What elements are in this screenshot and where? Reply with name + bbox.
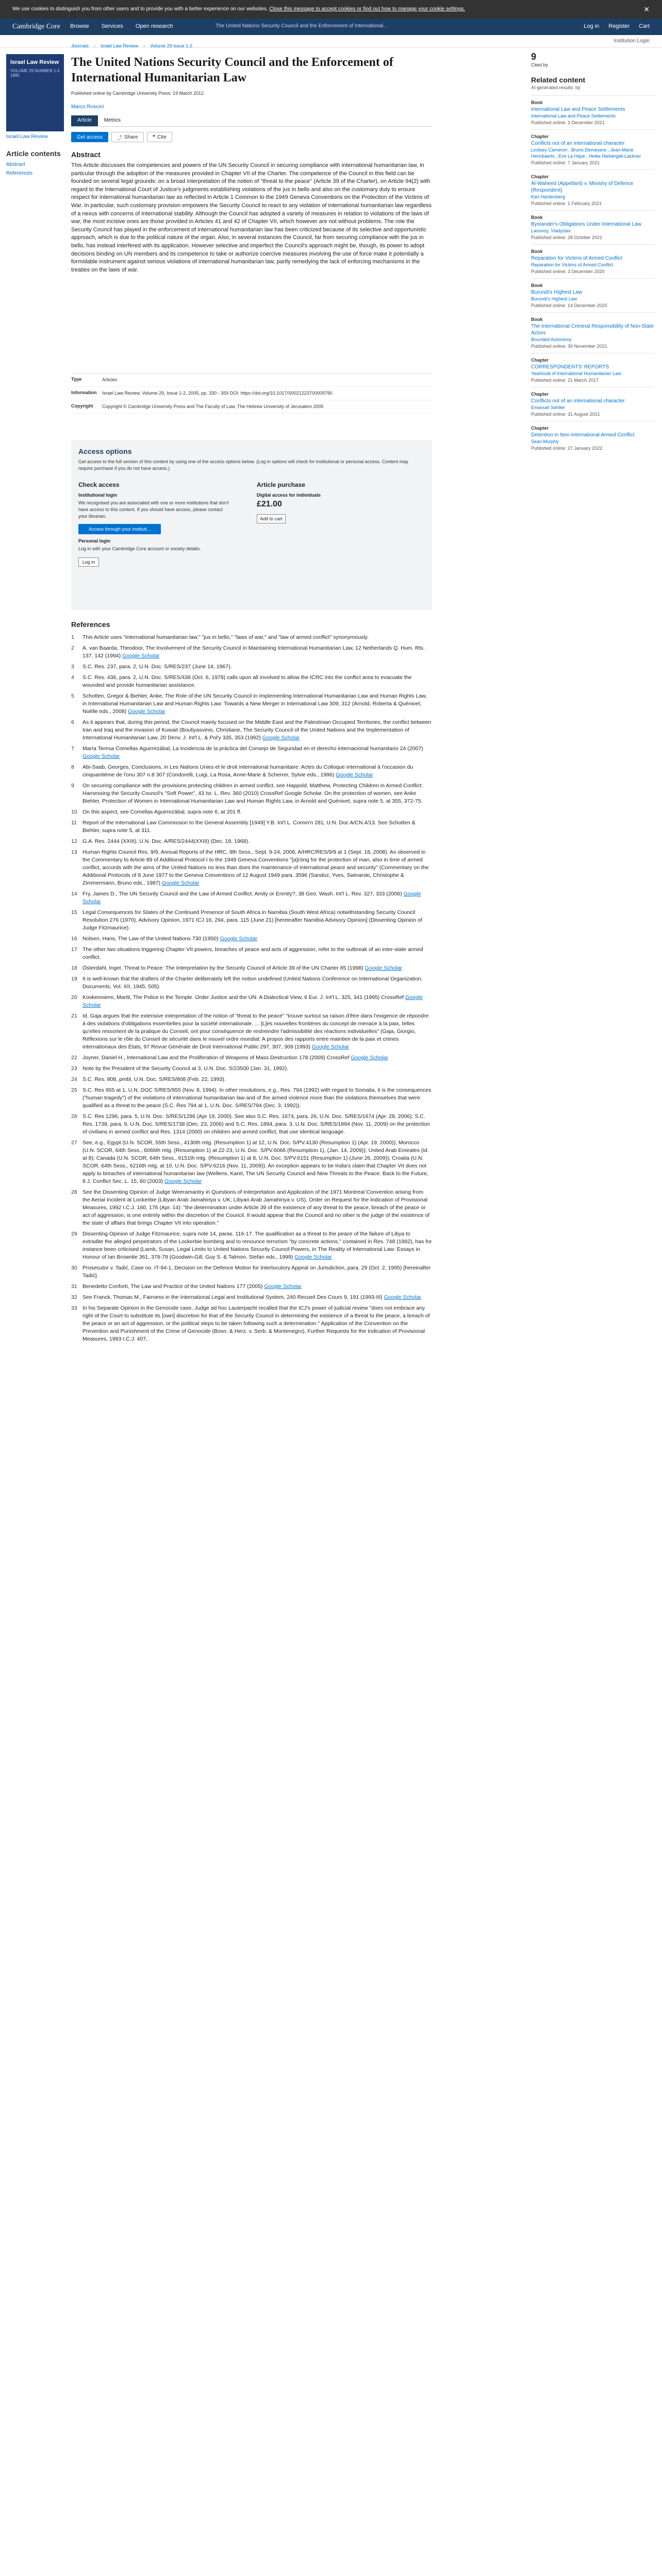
cookie-text bbox=[12, 6, 465, 12]
reference-item bbox=[71, 935, 432, 943]
reference-body: G.A. Res. 2444 (XXIII), U.N. Doc. A/RES/2444(XXIII) (Dec. 19, 1968). bbox=[82, 838, 250, 844]
reference-body: Österdahl, Inger, Threat to Peace: The Interpretation by the Security Council of Article 39 of the UN Charter 85 (1998) bbox=[82, 965, 363, 971]
related-type: Book bbox=[531, 249, 543, 254]
breadcrumb-separator: › bbox=[94, 43, 96, 48]
related-date: Published online: 1 February 2021 bbox=[531, 201, 602, 206]
reference-text bbox=[82, 964, 432, 972]
reference-body: In his Separate Opinion in the Genocide case, Judge ad hoc Lauterpacht recalled that the ICJ's power of judicial review "does not embrace any right of the Court to substitute its [own] discretion for that of the Security Council in determining the existence of a threat to the peace, a breach of the peace or an act of aggression, or the political steps to be taken following such a determination." Application of the Convention on the Prevention and Punishment of the Crime of Genocide (Bosn. & Herz. v. Serb. & Montenegro), Further Requests for the Indication of Provisional Measures, 1993 I.C.J. 407, bbox=[82, 1305, 430, 1342]
reference-number: 10 bbox=[71, 809, 77, 815]
related-date: Published online: 14 December 2020 bbox=[531, 303, 607, 308]
reference-text bbox=[82, 994, 432, 1009]
reference-body: Prosecutor v. Tadić, Case no. IT-94-1, Decision on the Defence Motion for Interlocutory Appeal on Jurisdiction, para. 29 (Oct. 2, 1995) [hereinafter Tadić]. bbox=[82, 1265, 431, 1279]
cover-subtitle: VOLUME 29 NUMBER 1-2 1995 bbox=[10, 69, 60, 78]
reference-number: 11 bbox=[71, 820, 77, 826]
reference-item bbox=[71, 719, 432, 742]
login-button[interactable]: Log in bbox=[78, 557, 99, 567]
reference-number: 28 bbox=[71, 1189, 77, 1195]
related-date: Published online: 30 November 2021 bbox=[531, 344, 607, 349]
google-scholar-link[interactable]: Google Scholar bbox=[164, 1178, 202, 1184]
google-scholar-link[interactable]: Google Scholar bbox=[264, 1283, 302, 1290]
check-access-heading: Check access bbox=[78, 481, 120, 488]
reference-item bbox=[71, 1065, 432, 1073]
related-type: Book bbox=[531, 100, 543, 105]
reference-number: 3 bbox=[71, 664, 74, 670]
reference-item bbox=[71, 634, 432, 641]
related-sub: AI-generated results: by bbox=[531, 85, 581, 90]
reference-body: S.C. Res 955 at 1, U.N. DOC S/RES/955 (Nov. 8, 1994). In other resolutions, e.g., Res. 794 (1992) with regard to Somalia, it is the consequences ("human tragedy") of the violations of international humanitarian law and of the armed violence more than the violations themselves that were qualified as a threat to the peace (S.C. Res 794 at 1, U.N. Doc. S/RES/794 (Dec. 3, 1992)). bbox=[82, 1087, 432, 1109]
related-list bbox=[531, 95, 655, 455]
brand-logo[interactable]: Cambridge Core bbox=[12, 23, 60, 30]
related-type: Book bbox=[531, 215, 543, 220]
google-scholar-link[interactable]: Google Scholar bbox=[311, 1044, 350, 1050]
reference-number: 5 bbox=[71, 693, 74, 699]
reference-text bbox=[82, 674, 432, 689]
references-list bbox=[71, 634, 432, 1343]
get-access-label: Get access bbox=[77, 134, 103, 140]
references-section bbox=[71, 620, 432, 1346]
login-link[interactable]: Log in bbox=[584, 23, 600, 29]
reference-text bbox=[82, 764, 432, 779]
google-scholar-link[interactable]: Google Scholar bbox=[220, 936, 257, 942]
related-date: Published online: 27 January 2022 bbox=[531, 446, 603, 451]
top-nav bbox=[0, 19, 662, 35]
related-date: Published online: 3 December 2021 bbox=[531, 120, 605, 125]
reference-text bbox=[82, 838, 432, 845]
citation-count: 9 bbox=[531, 52, 537, 62]
reference-number: 22 bbox=[71, 1055, 77, 1061]
reference-body: Koskenniemi, Martti, The Police in the Temple. Order Justice and the UN: A Dialectical View, 6 Eur. J. Int'l L. 325, 341 (1995) CrossRef bbox=[82, 994, 404, 1001]
breadcrumb-issue[interactable]: Volume 29 Issue 1-2 bbox=[150, 43, 193, 48]
access-heading: Access options bbox=[78, 447, 132, 455]
nav-links bbox=[70, 23, 173, 29]
journal-cover[interactable] bbox=[6, 54, 64, 131]
access-options bbox=[71, 440, 432, 610]
related-item bbox=[531, 170, 655, 210]
reference-body: S.C. Res. 237, para. 2, U.N. Doc. S/RES/237 (June 14, 1967). bbox=[82, 664, 232, 670]
related-meta[interactable]: Burundi's Highest Law bbox=[531, 296, 577, 301]
reference-body: S.C. Res. 808, pmbl, U.N. Doc. S/RES/808 (Feb. 22, 1993). bbox=[82, 1076, 226, 1082]
related-meta[interactable]: Yearbook of International Humanitarian Law bbox=[531, 371, 621, 376]
reference-body: Legal Consequences for States of the Continued Presence of South Africa in Namibia (South West Africa) notwithstanding Security Council Resolution 276 (1970), Advisory Opinion, 1971 ICJ 16, 294, para. 115 (June 21) [hereinafter Namibia Advisory Opinion] (Dissenting Opinion of Judge Fitzmaurice). bbox=[82, 909, 422, 931]
reference-number: 27 bbox=[71, 1140, 77, 1146]
author-link[interactable]: Marco Roscini bbox=[71, 104, 104, 110]
reference-text bbox=[82, 634, 432, 641]
cover-title: Israel Law Review bbox=[10, 59, 59, 65]
close-icon[interactable]: ✕ bbox=[643, 5, 650, 13]
purchase-label: Digital access for individuals bbox=[257, 493, 321, 498]
article-actions bbox=[71, 132, 172, 142]
tab-metrics[interactable]: Metrics bbox=[104, 117, 121, 123]
reference-text bbox=[82, 692, 432, 716]
reference-item bbox=[71, 1012, 432, 1051]
related-meta[interactable]: Bounded Autonomy bbox=[531, 337, 572, 342]
reference-text bbox=[82, 1087, 432, 1110]
related-meta[interactable]: Lindsey Cameron , Bruno Demeyere , Jean-Marie Henckaerts , Eve La Haye , Heike Niebergall-Lackner bbox=[531, 147, 641, 159]
reference-body: On securing compliance with the provisions protecting children in armed conflict, see Happold, Matthew, Protecting Children in Armed Conflict: Harnessing the Security Council's "Soft Power", 43 Isr. L. Rev. 360 (2010) CrossRef Google Scholar. On the protection of women, see Anke Biehler, Protection of Women in International Humanitarian Law and Human Rights Law, in Arnold and Quénivet, supra note 5, at 355, 372-75. bbox=[82, 783, 423, 804]
reference-text bbox=[82, 645, 432, 660]
related-date: Published online: 3 December 2020 bbox=[531, 269, 605, 274]
reference-body: Schotten, Gregor & Biehler, Anke, The Role of the UN Security Council in Implementing International Humanitarian Law and Human Rights Law, in International Humanitarian Law and Human Rights Law: Towards a New Merger in International Law 309, 312 (Arnold, Roberta & Quénivet, Noëlle eds., 2008) bbox=[82, 693, 427, 715]
reference-item bbox=[71, 819, 432, 835]
cite-label: Cite bbox=[157, 134, 167, 140]
reference-number: 18 bbox=[71, 965, 77, 971]
related-date: Published online: 28 October 2021 bbox=[531, 235, 603, 240]
related-meta[interactable]: International Law and Peace Settlements bbox=[531, 113, 616, 118]
institutional-login-text: We recognised you are associated with one or more institutions that don't have access to this content. If you should have access, please contact your librarian. bbox=[78, 500, 229, 519]
reference-item bbox=[71, 782, 432, 805]
reference-item bbox=[71, 1304, 432, 1343]
cookie-settings-link[interactable]: Close this message to accept cookies or find out how to manage your cookie settings. bbox=[269, 6, 466, 12]
reference-item bbox=[71, 808, 432, 816]
related-title[interactable]: Al-Waheed (Appellant) v. Ministry of Defence (Respondent) bbox=[531, 181, 634, 193]
cover-caption[interactable]: Israel Law Review bbox=[6, 134, 48, 140]
related-heading: Related content bbox=[531, 76, 586, 84]
reference-text bbox=[82, 782, 432, 805]
related-date: Published online: 21 March 2017 bbox=[531, 378, 599, 383]
google-scholar-link[interactable]: Google Scholar bbox=[128, 708, 166, 715]
google-scholar-link[interactable]: Google Scholar bbox=[262, 735, 300, 741]
article-info bbox=[71, 373, 432, 414]
reference-number: 20 bbox=[71, 994, 77, 1001]
cart-link[interactable]: Cart bbox=[639, 23, 650, 29]
article-contents bbox=[6, 149, 68, 179]
citation-label: Cited by bbox=[531, 62, 549, 67]
nav-services[interactable]: Services bbox=[101, 23, 123, 29]
reference-body: A. van Baarda, Theodoor, The Involvement of the Security Council in Maintaining International Humanitarian Law, 12 Netherlands Q. Hum. Rts. 137, 142 (1994) bbox=[82, 645, 425, 659]
related-type: Chapter bbox=[531, 358, 549, 363]
breadcrumb bbox=[71, 43, 192, 48]
reference-number: 17 bbox=[71, 946, 77, 953]
related-meta[interactable]: Reparation for Victims of Armed Conflict bbox=[531, 262, 614, 267]
share-icon: ⤴ bbox=[117, 135, 123, 141]
published-date: Published online by Cambridge University Press: 19 March 2012 bbox=[71, 91, 204, 96]
citation-metric[interactable] bbox=[531, 52, 655, 67]
price: £21.00 bbox=[257, 500, 282, 509]
reference-text bbox=[82, 1283, 432, 1291]
cookie-banner bbox=[0, 0, 662, 19]
nav-account bbox=[584, 23, 650, 29]
google-scholar-link[interactable]: Google Scholar bbox=[384, 1294, 421, 1300]
reference-text bbox=[82, 1076, 432, 1083]
related-title[interactable]: The International Criminal Responsibility of Non-State Actors bbox=[531, 324, 654, 336]
related-meta[interactable]: Karl Hardenberg bbox=[531, 194, 566, 199]
cookie-message: We use cookies to distinguish you from other users and to provide you with a better experience on our websites. bbox=[12, 6, 268, 12]
related-meta[interactable]: Lanovoy, Vladyslav bbox=[531, 228, 571, 233]
reference-body: Id. Gaja argues that the extensive interpretation of the notion of "threat to the peace" "trouve surtout sa raison d'être dans l'exigence de répondre à des violations d'obligations essentielles pour la société internationale. ... [L]es nouvelles frontières du concept de menace à la paix, telles qu'elles ressortent de la pratique du Conseil, ont pour conséquence de restreindre l'admissibilité des réactions individuelles" (Gaja, Giorgio, Réflexions sur le rôle du Conseil de sécurité dans le nouvel ordre mondial: A propos des rapports entre maintien de la paix et crimes internationaux des États, 97 Revue Générale de Droit International Public 297, 307, 309 (1993) bbox=[82, 1013, 429, 1050]
reference-body: Joyner, Daniel H., International Law and the Proliferation of Weapons of Mass Destruction 178 (2009) CrossRef bbox=[82, 1055, 350, 1061]
related-title[interactable]: CORRESPONDENTS' REPORTS bbox=[531, 364, 609, 370]
reference-text bbox=[82, 1230, 432, 1261]
related-title[interactable]: Conflicts not of an international character bbox=[531, 398, 625, 404]
related-item bbox=[531, 353, 655, 387]
reference-number: 23 bbox=[71, 1065, 77, 1072]
abstract-text: This Article discusses the competences and powers of the UN Security Council in securing compliance with international humanitarian law, in particular through the adoption of the measures provided in Chapter VII of the Charter. The competence of the Council in this field can be founded on several legal grounds: on a broad interpretation of the notion of "threat to the peace" (Article 39 of the Charter), on Article 94(2) with regard to the International Court of Justice's judgments establishing violations of the jus in bello and also on the customary duty to ensure respect for international humanitarian law as reflected in Article 1 Common to the 1949 Geneva Conventions on the Protection of the Victims of War. In particular, such customary provision empowers the Security Council to react to any violation of international humanitarian law regardless of a nexus with concerns of international stability. Although the Council has adopted a variety of measures in relation to violations of the laws of war, the most incisive ones are those provided in Articles 41 and 42 of Chapter VII, which however are not without problems. The role the Security Council has played in the enforcement of international humanitarian law has been criticized because of its selective and opportunistic approach, which is due to the political nature of the organ. Also, in several instances the Council, far from securing compliance with the jus in bello, has instead interfered with its application. However selective and imperfect the Council's approach might be, though, its power to adopt decisions binding on UN members and its competence to take or authorize coercive measures involving the use of force make it potentially a formidable instrument against serious violations of international humanitarian law, partly remedying the lack of enforcing mechanisms in the treaties on the laws of war. bbox=[71, 162, 432, 273]
reference-item bbox=[71, 745, 432, 760]
related-meta[interactable]: Emanuel Sehller bbox=[531, 405, 566, 410]
add-to-cart-button[interactable]: Add to cart bbox=[257, 514, 286, 523]
reference-item bbox=[71, 890, 432, 906]
reference-text bbox=[82, 946, 432, 961]
reference-item bbox=[71, 946, 432, 961]
references-heading: References bbox=[71, 620, 110, 629]
google-scholar-link[interactable]: Google Scholar bbox=[82, 994, 423, 1008]
reference-body: The other two situations triggering Chapter VII powers, breaches of peace and acts of aggression, refer to the outbreak of an inter-state armed conflict. bbox=[82, 946, 423, 960]
reference-text bbox=[82, 1294, 432, 1301]
info-key: Type bbox=[71, 377, 82, 382]
reference-item bbox=[71, 1113, 432, 1136]
info-row-information bbox=[71, 387, 432, 400]
reference-body: This Article uses "international humanitarian law," "jus in bello," "laws of war," and "law of armed conflict" synonymously. bbox=[82, 634, 369, 640]
reference-item bbox=[71, 849, 432, 887]
reference-body: Note by the President of the Security Council at 3, U.N. Doc. S/23500 (Jan. 31, 1992). bbox=[82, 1065, 289, 1072]
related-title[interactable]: Bystander's Obligations Under International Law bbox=[531, 222, 641, 227]
info-row-type bbox=[71, 374, 432, 387]
reference-number: 19 bbox=[71, 976, 77, 982]
reference-body: Human Rights Council Res. 9/9, Annual Reports of the HRC, 9th Sess., Sept. 9-24, 2008, A/HRC/RES/9/9 at 1 (Sept. 18, 2008). As observed in the Commentary to Article 89 of Additional Protocol I to the 1949 Geneva Conventions "[a]cting for the protection of man, also in time of armed conflict, accords with the aims of the United Nations no less than does the maintenance of international peace and security" (Commentary on the Additional Protocols of 8 June 1977 to the Geneva Conventions of 12 August 1949 para. 3596 (Sandoz, Yves, Swinarski, Christophe & Zimmermann, Bruno eds., 1987) bbox=[82, 849, 429, 886]
info-key: Copyright bbox=[71, 403, 93, 409]
reference-item bbox=[71, 1054, 432, 1062]
reference-number: 15 bbox=[71, 909, 77, 916]
reference-number: 33 bbox=[71, 1305, 77, 1311]
reference-item bbox=[71, 663, 432, 671]
reference-text bbox=[82, 808, 432, 816]
related-date: Published online: 7 January 2021 bbox=[531, 160, 600, 165]
reference-number: 25 bbox=[71, 1087, 77, 1093]
reference-body: Benedetto Conforti, The Law and Practice of the United Nations 177 (2005) bbox=[82, 1283, 263, 1290]
breadcrumb-journal[interactable]: Israel Law Review bbox=[101, 43, 139, 48]
related-title[interactable]: Conflicts not of an international character bbox=[531, 141, 625, 146]
reference-body: As it appears that, during this period, the Council mainly focused on the Middle East and the Palestinian Occupied Territories, the conflict between Iran and Iraq and the invasion of Kuwait (Boutiyasvinis, Christiane, The Security Council of the United Nations and the Implementation of International Humanitarian Law, 20 Denv. J. Int'l L. & Pol'y 335, 353 (1992) bbox=[82, 719, 432, 741]
info-value: Copyright © Cambridge University Press and The Faculty of Law, The Hebrew University of Jerusalem 2005 bbox=[102, 404, 324, 409]
reference-text bbox=[82, 1012, 432, 1051]
toc-item-abstract[interactable]: Abstract bbox=[6, 162, 25, 167]
reference-number: 6 bbox=[71, 719, 74, 725]
institution-access-button[interactable]: Access through your instituti... bbox=[78, 524, 161, 534]
personal-login-text: Log in with your Cambridge Core account or society details. bbox=[78, 546, 201, 551]
reference-body: See the Dissenting Opinion of Judge Weeramantry in Questions of Interpretation and Application of the 1971 Montreal Convention arising from the Aerial Incident at Lockerbie (Libyan Arab Jamahiriya v. UK; Libyan Arab Jamahiriya v. US), Order on Request for the Indication of Provisional Measures, 1992 I.C.J. 160, 176 (Apr. 14): "the determination under Article 39 of the existence of any threat to the peace, breach of the peace or act of aggression, is one entirely within the discretion of the Council. It would appear that the Council and no other is the judge of the existence of the state of affairs that brings Chapter VII into operation." bbox=[82, 1189, 429, 1226]
purchase-column bbox=[257, 481, 411, 523]
reference-text bbox=[82, 1304, 432, 1343]
reference-body: See Franck, Thomas M., Fairness in the International Legal and Institutional System, 240 Recueil Des Cours 9, 191 (1993-III) bbox=[82, 1294, 383, 1300]
article-tabs bbox=[71, 115, 432, 127]
google-scholar-link[interactable]: Google Scholar bbox=[122, 653, 160, 659]
reference-item bbox=[71, 1264, 432, 1280]
related-type: Book bbox=[531, 317, 543, 322]
reference-number: 13 bbox=[71, 849, 77, 855]
reference-text bbox=[82, 1113, 432, 1136]
nav-open-research[interactable]: Open research bbox=[135, 23, 173, 29]
reference-item bbox=[71, 909, 432, 932]
sidebar bbox=[531, 52, 655, 455]
reference-text bbox=[82, 1065, 432, 1073]
page-title: The United Nations Security Council and the Enforcement of International Humanitarian Law bbox=[71, 56, 393, 84]
reference-text bbox=[82, 890, 432, 906]
related-item bbox=[531, 244, 655, 278]
reference-item bbox=[71, 674, 432, 689]
related-item bbox=[531, 312, 655, 353]
google-scholar-link[interactable]: Google Scholar bbox=[336, 772, 373, 778]
nav-document-title: The United Nations Security Council and the Enforcement of International... bbox=[216, 23, 388, 29]
quote-icon: ❝ bbox=[152, 134, 156, 140]
reference-item bbox=[71, 994, 432, 1009]
related-type: Chapter bbox=[531, 134, 549, 139]
reference-body: Report of the International Law Commission to the General Assembly [1949] Y.B. Int'l L. Comm'n 281, U.N. Doc A/CN.4/13. See Schotten & Biehler, supra note 5, at 311. bbox=[82, 820, 416, 834]
google-scholar-link[interactable]: Google Scholar bbox=[365, 965, 403, 971]
reference-text bbox=[82, 663, 432, 671]
google-scholar-link[interactable]: Google Scholar bbox=[294, 1254, 332, 1260]
reference-number: 9 bbox=[71, 783, 74, 789]
breadcrumb-journals[interactable]: Journals bbox=[71, 43, 89, 48]
info-value[interactable]: Israel Law Review, Volume 29, Issue 1-2, 2005, pp. 330 - 359 DOI: https://doi.org/10.1017/S0021223700009790 bbox=[102, 391, 333, 396]
reference-text bbox=[82, 745, 432, 760]
related-type: Book bbox=[531, 283, 543, 288]
reference-text bbox=[82, 849, 432, 887]
related-type: Chapter bbox=[531, 426, 549, 431]
reference-number: 12 bbox=[71, 838, 77, 844]
reference-number: 32 bbox=[71, 1294, 77, 1300]
reference-text bbox=[82, 719, 432, 742]
reference-body: S.C. Res 1296, para. 5, U.N. Doc. S/RES/1296 (Apr 19, 2000). See also S.C. Res. 1674, para. 26, U.N. Doc. S/RES/1674 (Apr. 28, 2006); S.C. Res. 1738, para. 9, U.N. Doc. S/RES/1738 (Dec. 23, 2006) and S.C. Res. 1894, para. 3, U.N. Doc. S/RES/1894 (Nov. 11, 2009) on the protection of civilians in armed conflict and Res. 1314 (2000) on children and armed conflict, that use identical language. bbox=[82, 1113, 430, 1135]
reference-item bbox=[71, 1230, 432, 1261]
related-item bbox=[531, 95, 655, 129]
reference-item bbox=[71, 975, 432, 991]
abstract-heading: Abstract bbox=[71, 150, 101, 159]
toc-heading: Article contents bbox=[6, 149, 61, 158]
info-row-copyright bbox=[71, 400, 432, 414]
reference-text bbox=[82, 1189, 432, 1227]
reference-item bbox=[71, 838, 432, 845]
reference-number: 31 bbox=[71, 1283, 77, 1290]
reference-number: 29 bbox=[71, 1231, 77, 1237]
access-lead: Get access to the full version of this content by using one of the access options below. (Log in options will check for institutional or personal access. Content may require purchase if you do not have access.) bbox=[78, 459, 408, 471]
related-item bbox=[531, 421, 655, 455]
reference-number: 7 bbox=[71, 745, 74, 752]
reference-body: Abi-Saab, Georges, Conclusions, in Les Nations Unies et le droit international humanitaire: Actes du Colloque international à l'occasion du cinquantième de l'onu 307 n.8 307 (Condorelli, Luigi, La Rosa, Anne-Marie & Scherrer, Sylvie eds., 1996) bbox=[82, 764, 413, 778]
reference-body: Fry, James D., The UN Security Council and the Law of Armed Conflict: Amity or Enmity?, 38 Geo. Wash. Int'l L. Rev. 327, 333 (2006) bbox=[82, 891, 402, 897]
reference-body: See, e.g., Egypt (U.N. SCOR, 55th Sess., 4130th mtg. (Resumption 1) at 12, U.N. Doc. S/PV.4130 (Resumption 1) (Apr. 19, 2000)); Morocco (U.N. SCOR, 64th Sess., 6066th mtg. (Resumption 1) at 22-23, U.N. Doc. S/PV.6066 (Resumption 1), (Jan. 14, 2009)); United Arab Emirates (id. at 8); Canada (U.N. SCOR, 64th Sess., 6151th mtg. (Resumption 1) at 8, U.N. Doc. S/PV.6151 (Resumption 1) (June 26, 2009)); Croatia (U.N. SCOR, 64th Sess., 6216th mtg. at 10, U.N. Doc. S/PV.6216 (Nov. 11, 2009)). An exception appears to be India's claim that Chapter VII does not apply to breaches of international humanitarian law (Wellens, Karel, The UN Security Council and New Threats to the Peace: Back to the Future, 8 J. Conflict Sec. L. 15, 60 (2003) bbox=[82, 1140, 429, 1184]
related-type: Chapter bbox=[531, 392, 549, 397]
reference-item bbox=[71, 1283, 432, 1291]
reference-number: 8 bbox=[71, 764, 74, 770]
personal-login-label: Personal login bbox=[78, 538, 111, 544]
related-title[interactable]: Burundi's Highest Law bbox=[531, 290, 583, 295]
reference-item bbox=[71, 1189, 432, 1227]
reference-number: 16 bbox=[71, 936, 77, 942]
reference-item bbox=[71, 645, 432, 660]
breadcrumb-separator: › bbox=[143, 43, 145, 48]
reference-number: 14 bbox=[71, 891, 77, 897]
reference-text bbox=[82, 819, 432, 835]
google-scholar-link[interactable]: Google Scholar bbox=[82, 891, 421, 905]
related-item bbox=[531, 278, 655, 312]
reference-text bbox=[82, 935, 432, 943]
register-link[interactable]: Register bbox=[608, 23, 630, 29]
related-item bbox=[531, 387, 655, 421]
reference-body: María Teresa Comellas Aguirrezábal, La Incidencia de la práctica del Consejo de Seguridad en el derecho internacional humanitario 24 (2007) bbox=[82, 745, 423, 752]
reference-number: 4 bbox=[71, 674, 74, 681]
institutional-login-label: Institutional login bbox=[78, 493, 117, 498]
reference-number: 1 bbox=[71, 634, 74, 640]
nav-browse[interactable]: Browse bbox=[70, 23, 89, 29]
reference-number: 30 bbox=[71, 1265, 77, 1271]
google-scholar-link[interactable]: Google Scholar bbox=[162, 880, 200, 886]
info-value: Articles bbox=[102, 377, 118, 382]
reference-text bbox=[82, 1054, 432, 1062]
get-access-button[interactable] bbox=[71, 132, 108, 142]
google-scholar-link[interactable]: Google Scholar bbox=[82, 753, 120, 759]
related-title[interactable]: Reparation for Victims of Armed Conflict bbox=[531, 256, 623, 261]
reference-text bbox=[82, 975, 432, 991]
reference-body: It is well-known that the drafters of the Charter deliberately left the notion undefined (United Nations Conference on International Organization, Documents, Vol. XII, 1945, 505). bbox=[82, 976, 423, 990]
share-button[interactable] bbox=[111, 132, 144, 142]
related-title[interactable]: Detention in Non-International Armed Conflict bbox=[531, 432, 635, 438]
toc-item-references[interactable]: References bbox=[6, 171, 33, 176]
reference-number: 21 bbox=[71, 1013, 77, 1019]
related-title[interactable]: International Law and Peace Settlements bbox=[531, 107, 625, 112]
tab-article[interactable]: Article bbox=[71, 115, 98, 126]
check-access-column bbox=[78, 481, 233, 567]
reference-text bbox=[82, 1264, 432, 1280]
cite-button[interactable] bbox=[147, 132, 172, 142]
reference-item bbox=[71, 1294, 432, 1301]
reference-item bbox=[71, 964, 432, 972]
reference-number: 26 bbox=[71, 1113, 77, 1120]
reference-number: 2 bbox=[71, 645, 74, 651]
reference-item bbox=[71, 1076, 432, 1083]
reference-item bbox=[71, 1087, 432, 1110]
reference-body: Nolsen, Hans, The Law of the United Nations 730 (1950) bbox=[82, 936, 219, 942]
purchase-heading: Article purchase bbox=[257, 481, 306, 488]
related-item bbox=[531, 210, 655, 244]
reference-number: 24 bbox=[71, 1076, 77, 1082]
reference-body: Dissenting Opinion of Judge Fitzmaurice, supra note 14, paras. 116-17. The qualification as a threat to the peace of the failure of Libya to extradite the alleged perpetrators of the Lockerbie bombing and to renounce terrorism "by concrete actions," contained in Res. 748 (1992), has for instance been criticised (Lamb, Susan, Legal Limits to United Nations Security Council Powers, in The Reality of International Law: Essays in Honour of Ian Brownlie 361, 378-79 (Goodwin-Gill, Guy S. & Talmon, Stefan eds., 1999) bbox=[82, 1231, 432, 1260]
reference-body: S.C. Res. 436, para. 2, U.N. Doc. S/RES/436 (Oct. 6, 1978) calls upon all involved to allow the ICRC into the conflict area to evacuate the wounded and provide humanitarian assistance. bbox=[82, 674, 412, 688]
reference-item bbox=[71, 1139, 432, 1185]
reference-text bbox=[82, 909, 432, 932]
related-date: Published online: 31 August 2021 bbox=[531, 412, 600, 417]
institution-login[interactable]: Institution Login bbox=[613, 38, 650, 44]
reference-item bbox=[71, 692, 432, 716]
abstract-section bbox=[71, 150, 432, 274]
reference-item bbox=[71, 764, 432, 779]
related-type: Chapter bbox=[531, 174, 549, 179]
reference-body: On this aspect, see Comellas Aguirrezábal, supra note 6, at 201 ff. bbox=[82, 809, 242, 815]
related-item bbox=[531, 129, 655, 170]
google-scholar-link[interactable]: Google Scholar bbox=[351, 1055, 388, 1061]
info-key: Information bbox=[71, 390, 97, 395]
reference-text bbox=[82, 1139, 432, 1185]
related-meta[interactable]: Sean Murphy bbox=[531, 439, 559, 444]
share-label: Share bbox=[124, 134, 138, 140]
